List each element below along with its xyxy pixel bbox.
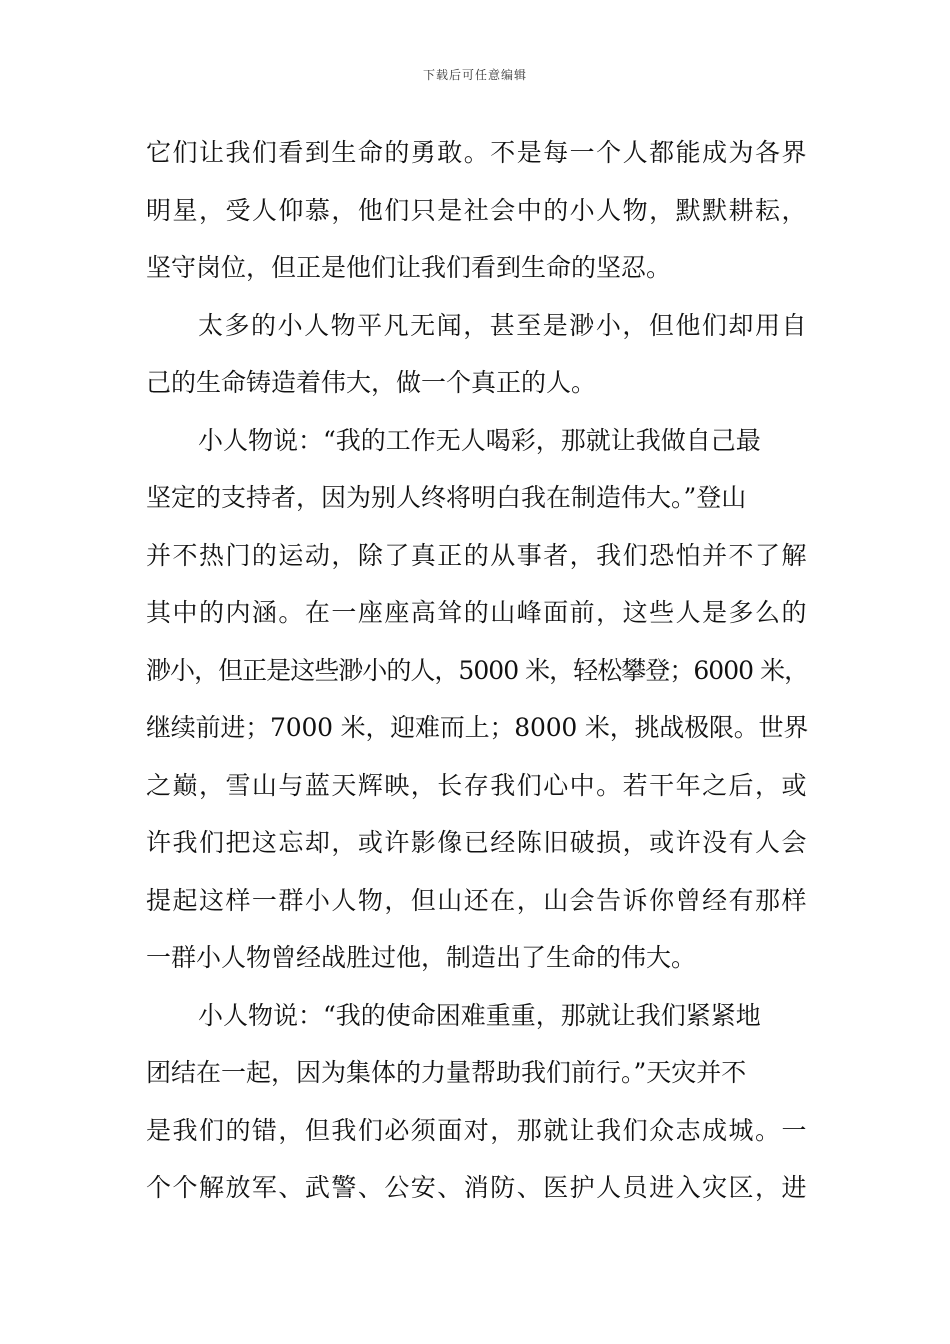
text-line: 提起这样一群小人物，但山还在，山会告诉你曾经有那样 bbox=[146, 885, 809, 915]
text-line: 它们让我们看到生命的勇敢。不是每一个人都能成为各界 bbox=[146, 138, 809, 167]
text-line: 坚定的支持者，因为别人终将明白我在制造伟大。”登山 bbox=[146, 483, 747, 512]
text-line: 是我们的错，但我们必须面对，那就让我们众志成城。一 bbox=[146, 1115, 809, 1145]
text-line: 小人物说：“我的工作无人喝彩，那就让我做自己最 bbox=[198, 425, 761, 455]
text-line: 个个解放军、武警、公安、消防、医护人员进入灾区，进 bbox=[146, 1173, 809, 1202]
page-header: 下载后可任意编辑 bbox=[422, 68, 527, 82]
text-line: 许我们把这忘却，或许影像已经陈旧破损，或许没有人会 bbox=[146, 828, 809, 857]
text-line: 己的生命铸造着伟大，做一个真正的人。 bbox=[146, 368, 597, 397]
text-line: 并不热门的运动，除了真正的从事者，我们恐怕并不了解 bbox=[146, 540, 809, 570]
text-line: 继续前进；7000 米，迎难而上；8000 米，挑战极限。世界 bbox=[146, 713, 809, 742]
text-line: 太多的小人物平凡无闻，甚至是渺小，但他们却用自 bbox=[198, 310, 809, 340]
text-line: 一群小人物曾经战胜过他，制造出了生命的伟大。 bbox=[146, 943, 697, 972]
text-line: 明星，受人仰慕，他们只是社会中的小人物，默默耕耘， bbox=[146, 195, 809, 225]
text-line: 小人物说：“我的使命困难重重，那就让我们紧紧地 bbox=[198, 1000, 761, 1030]
document-body bbox=[146, 124, 808, 1217]
text-line: 之巅，雪山与蓝天辉映，长存我们心中。若干年之后，或 bbox=[146, 770, 809, 800]
text-line: 渺小，但正是这些渺小的人，5000 米，轻松攀登；6000 米， bbox=[146, 655, 809, 685]
text-line: 坚守岗位，但正是他们让我们看到生命的坚忍。 bbox=[146, 253, 672, 282]
text-line: 其中的内涵。在一座座高耸的山峰面前，这些人是多么的 bbox=[146, 598, 809, 627]
text-line: 团结在一起，因为集体的力量帮助我们前行。”天灾并不 bbox=[146, 1058, 747, 1087]
